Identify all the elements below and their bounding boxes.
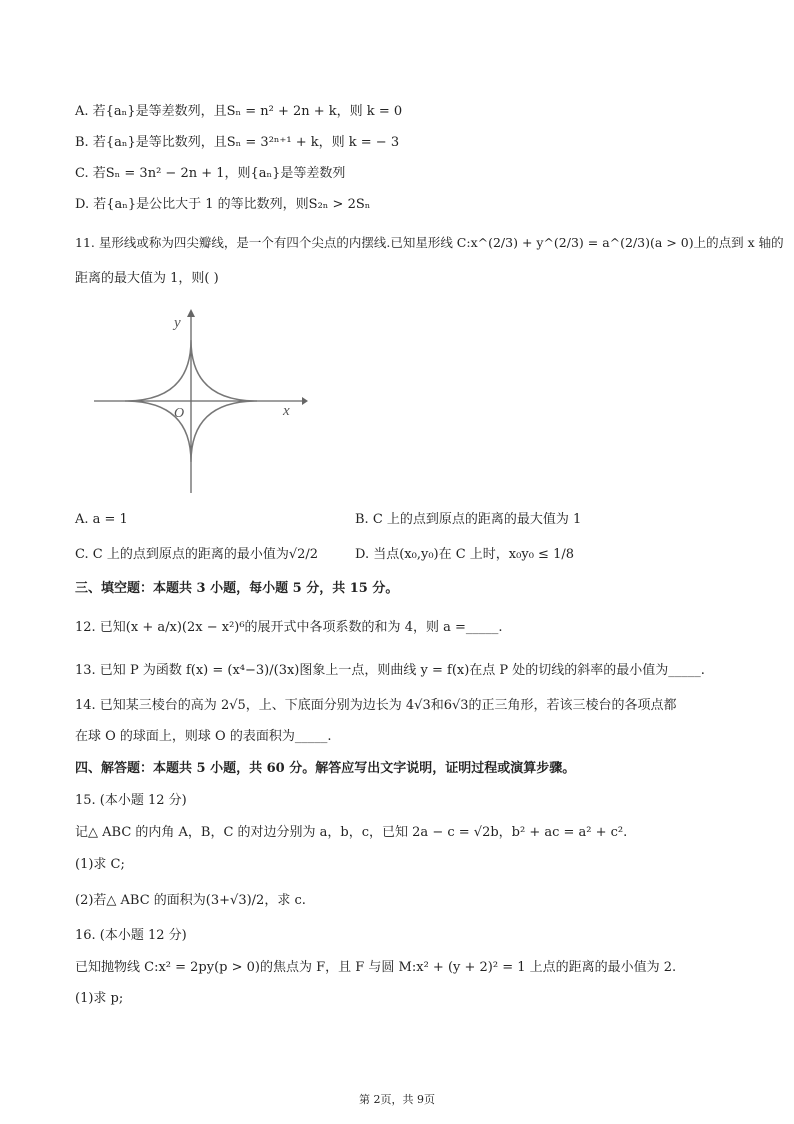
q12-text: 12. 已知(x + a/x)(2x − x²)⁶的展开式中各项系数的和为 4，则 a =_____. [75, 620, 503, 635]
q15-part2: (2)若△ ABC 的面积为(3+√3)/2，求 c. [75, 893, 306, 908]
q11-option-d: D. 当点(x₀,y₀)在 C 上时，x₀y₀ ≤ 1/8 [355, 547, 574, 562]
q10-option-d: D. 若{aₙ}是公比大于 1 的等比数列，则S₂ₙ > 2Sₙ [75, 197, 371, 212]
q11-option-c: C. C 上的点到原点的距离的最小值为√2/2 [75, 547, 319, 562]
q11-stem-line2: 距离的最大值为 1，则( ) [75, 271, 219, 286]
y-axis-arrow [187, 309, 195, 317]
y-axis-label: y [174, 315, 181, 331]
page-footer: 第 2页，共 9页 [359, 1093, 435, 1106]
q10-option-c: C. 若Sₙ = 3n² − 2n + 1，则{aₙ}是等差数列 [75, 166, 346, 181]
q15-stem: 记△ ABC 的内角 A，B，C 的对边分别为 a，b，c，已知 2a − c = √2b，b² + ac = a² + c². [75, 825, 628, 840]
origin-label: O [174, 406, 185, 421]
q14-line2: 在球 O 的球面上，则球 O 的表面积为_____. [75, 729, 332, 744]
q10-option-a: A. 若{aₙ}是等差数列，且Sₙ = n² + 2n + k，则 k = 0 [75, 104, 403, 119]
x-axis-arrow [302, 397, 308, 405]
q16-part1: (1)求 p; [75, 991, 124, 1006]
q14-line1: 14. 已知某三棱台的高为 2√5，上、下底面分别为边长为 4√3和6√3的正三角形，若该三棱台的各项点都 [75, 698, 677, 713]
section4-heading: 四、解答题：本题共 5 小题，共 60 分。解答应写出文字说明，证明过程或演算步骤。 [75, 761, 576, 776]
q10-option-b: B. 若{aₙ}是等比数列，且Sₙ = 3²ⁿ⁺¹ + k，则 k = − 3 [75, 135, 400, 150]
q11-option-b: B. C 上的点到原点的距离的最大值为 1 [355, 512, 582, 527]
q11-stem-line1: 11. 星形线或称为四尖瓣线，是一个有四个尖点的内摆线.已知星形线 C:x^(2/3) + y^(2/3) = a^(2/3)(a > 0)上的点到 x 轴的 [75, 235, 784, 250]
astroid-figure [90, 305, 310, 500]
q15-title: 15. (本小题 12 分) [75, 793, 187, 808]
q16-stem: 已知抛物线 C:x² = 2py(p > 0)的焦点为 F，且 F 与圆 M:x² + (y + 2)² = 1 上点的距离的最小值为 2. [75, 960, 677, 975]
q13-text: 13. 已知 P 为函数 f(x) = (x⁴−3)/(3x)图象上一点，则曲线 y = f(x)在点 P 处的切线的斜率的最小值为_____. [75, 663, 705, 678]
q11-option-a: A. a = 1 [75, 512, 128, 527]
x-axis-label: x [283, 403, 290, 419]
section3-heading: 三、填空题：本题共 3 小题，每小题 5 分，共 15 分。 [75, 581, 399, 596]
q16-title: 16. (本小题 12 分) [75, 928, 187, 943]
q15-part1: (1)求 C; [75, 857, 125, 872]
